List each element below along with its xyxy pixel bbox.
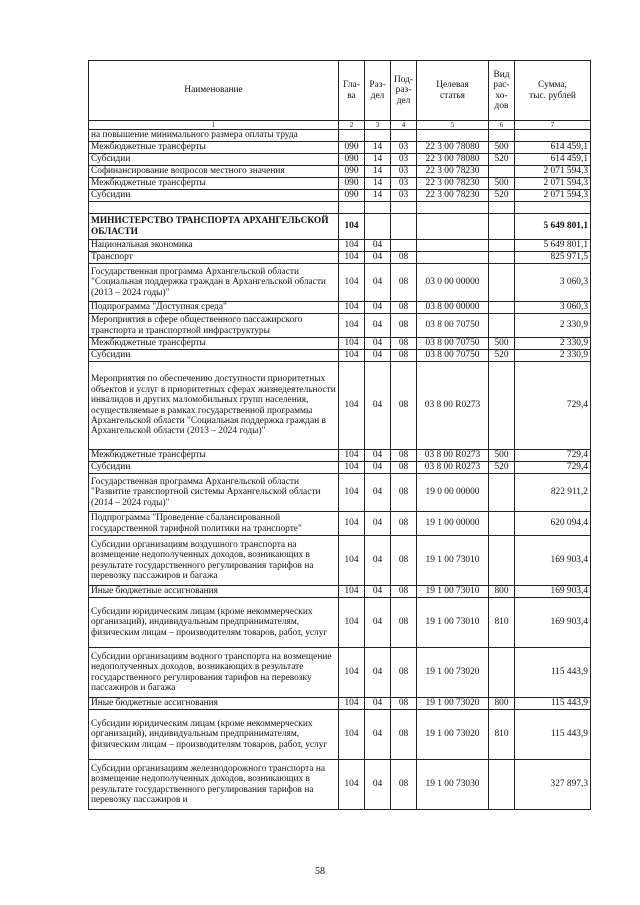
table-row [89, 166, 591, 178]
cell-tgt [417, 130, 489, 142]
cell-vr: 500 [489, 338, 515, 350]
cell-sub: 08 [391, 474, 417, 512]
cell-sub: 03 [391, 154, 417, 166]
cell-sec: 04 [365, 598, 391, 648]
column-number: 4 [391, 121, 417, 130]
cell-sum: 825 971,5 [515, 252, 591, 264]
cell-name: Субсидии организациям водного транспорта на возмещение недополученных доходов, возникающих в результате государственного регулирования тарифов на перевозку пассажиров и багажа [89, 648, 339, 698]
cell-name: Межбюджетные трансферты [89, 450, 339, 462]
cell-sum: 729,4 [515, 462, 591, 474]
cell-vr: 520 [489, 350, 515, 362]
cell-sum [515, 202, 591, 214]
table-row [89, 698, 591, 710]
cell-sec: 04 [365, 314, 391, 338]
table-row [89, 214, 591, 240]
cell-name: Мероприятия по обеспечению доступности приоритетных объектов и услуг в приоритетных сферах жизнедеятельности инвалидов и других маломобильных групп населения, осуществляемые в рамках государственной программы Архангельской области "Социальная поддержка граждан в Архангельской области (2013 – 2024 годы)" [89, 362, 339, 450]
cell-ch: 104 [339, 586, 365, 598]
cell-name: Субсидии организациям воздушного транспорта на возмещение недополученных доходов, возникающих в результате государственного регулирования тарифов на перевозку пассажиров и багажа [89, 536, 339, 586]
cell-sub: 08 [391, 710, 417, 760]
header-expense-type: Вид рас- хо- дов [489, 61, 515, 121]
table-row [89, 350, 591, 362]
cell-vr [489, 512, 515, 536]
cell-sec [365, 202, 391, 214]
table-row [89, 462, 591, 474]
cell-sub: 08 [391, 536, 417, 586]
column-number: 3 [365, 121, 391, 130]
cell-ch: 090 [339, 154, 365, 166]
cell-vr [489, 314, 515, 338]
table-row [89, 264, 591, 302]
header-subsection: Под- раз- дел [391, 61, 417, 121]
column-number: 7 [515, 121, 591, 130]
cell-ch: 090 [339, 142, 365, 154]
cell-sum: 115 443,9 [515, 698, 591, 710]
cell-name: Транспорт [89, 252, 339, 264]
cell-vr: 520 [489, 154, 515, 166]
cell-tgt: 03 8 00 70750 [417, 338, 489, 350]
column-number: 5 [417, 121, 489, 130]
cell-vr [489, 760, 515, 810]
cell-sub: 08 [391, 450, 417, 462]
cell-sum: 2 071 594,3 [515, 190, 591, 202]
cell-sub: 08 [391, 338, 417, 350]
header-target: Целевая статья [417, 61, 489, 121]
cell-sec: 04 [365, 710, 391, 760]
cell-ch: 104 [339, 648, 365, 698]
cell-name: Мероприятия в сфере общественного пассажирского транспорта и транспортной инфраструктуры [89, 314, 339, 338]
cell-vr [489, 264, 515, 302]
cell-sec: 04 [365, 240, 391, 252]
cell-tgt: 22 3 00 78230 [417, 178, 489, 190]
cell-sub: 08 [391, 698, 417, 710]
cell-sum: 5 649 801,1 [515, 214, 591, 240]
cell-tgt: 19 1 00 73010 [417, 598, 489, 648]
cell-sec: 04 [365, 760, 391, 810]
table-row [89, 190, 591, 202]
cell-name: Субсидии юридическим лицам (кроме некоммерческих организаций), индивидуальным предпринимателям, физическим лицам – производителям товаров, работ, услуг [89, 710, 339, 760]
cell-tgt: 19 0 00 00000 [417, 474, 489, 512]
cell-sub: 08 [391, 760, 417, 810]
cell-sum: 729,4 [515, 362, 591, 450]
cell-sum: 620 094,4 [515, 512, 591, 536]
cell-ch: 104 [339, 264, 365, 302]
cell-sec: 04 [365, 698, 391, 710]
cell-name: Субсидии [89, 350, 339, 362]
cell-sec: 14 [365, 178, 391, 190]
cell-name: Субсидии организациям железнодорожного транспорта на возмещение недополученных доходов, возникающих в результате государственного регулирования тарифов на перевозку пассажиров и [89, 760, 339, 810]
table-row [89, 338, 591, 350]
cell-sum: 2 071 594,3 [515, 178, 591, 190]
cell-tgt: 22 3 00 78080 [417, 142, 489, 154]
cell-ch: 104 [339, 598, 365, 648]
cell-sec: 04 [365, 362, 391, 450]
column-number: 2 [339, 121, 365, 130]
cell-ch: 104 [339, 450, 365, 462]
cell-ch: 104 [339, 240, 365, 252]
cell-vr: 810 [489, 598, 515, 648]
cell-sub: 08 [391, 362, 417, 450]
cell-sec: 04 [365, 586, 391, 598]
cell-vr: 500 [489, 142, 515, 154]
cell-sec [365, 214, 391, 240]
table-row [89, 240, 591, 252]
cell-tgt [417, 252, 489, 264]
cell-sum: 169 903,4 [515, 598, 591, 648]
cell-vr [489, 362, 515, 450]
cell-sum: 2 330,9 [515, 338, 591, 350]
cell-name: Софинансирование вопросов местного значения [89, 166, 339, 178]
cell-name: Субсидии юридическим лицам (кроме некоммерческих организаций), индивидуальным предпринимателям, физическим лицам – производителям товаров, работ, услуг [89, 598, 339, 648]
cell-tgt: 19 1 00 00000 [417, 512, 489, 536]
cell-tgt [417, 202, 489, 214]
cell-sub: 03 [391, 190, 417, 202]
table-row [89, 178, 591, 190]
cell-sub: 08 [391, 648, 417, 698]
cell-tgt: 19 1 00 73030 [417, 760, 489, 810]
cell-sub: 08 [391, 598, 417, 648]
table-row [89, 450, 591, 462]
cell-vr [489, 214, 515, 240]
cell-tgt: 19 1 00 73010 [417, 536, 489, 586]
cell-tgt [417, 240, 489, 252]
cell-name: Субсидии [89, 190, 339, 202]
cell-sum: 5 649 801,1 [515, 240, 591, 252]
cell-tgt: 03 8 00 00000 [417, 302, 489, 314]
cell-tgt: 19 1 00 73010 [417, 586, 489, 598]
cell-sec: 04 [365, 350, 391, 362]
cell-sub: 08 [391, 512, 417, 536]
table-row [89, 314, 591, 338]
cell-sec: 04 [365, 648, 391, 698]
cell-sum: 3 060,3 [515, 264, 591, 302]
cell-ch: 104 [339, 462, 365, 474]
cell-sec: 14 [365, 190, 391, 202]
cell-ch: 104 [339, 350, 365, 362]
cell-sec: 04 [365, 462, 391, 474]
cell-vr [489, 474, 515, 512]
cell-name: Государственная программа Архангельской области "Социальная поддержка граждан в Архангельской области (2013 – 2024 годы)" [89, 264, 339, 302]
table-row [89, 586, 591, 598]
cell-sec: 04 [365, 512, 391, 536]
cell-name: Межбюджетные трансферты [89, 142, 339, 154]
cell-name: Подпрограмма "Проведение сбалансированной государственной тарифной политики на транспорте" [89, 512, 339, 536]
cell-name: на повышение минимального размера оплаты труда [89, 130, 339, 142]
cell-ch: 104 [339, 512, 365, 536]
cell-vr: 800 [489, 586, 515, 598]
cell-sum: 2 071 594,3 [515, 166, 591, 178]
cell-vr: 500 [489, 178, 515, 190]
cell-sub [391, 130, 417, 142]
cell-vr: 810 [489, 710, 515, 760]
cell-sec: 04 [365, 338, 391, 350]
cell-name: Субсидии [89, 462, 339, 474]
cell-vr: 520 [489, 462, 515, 474]
cell-sub: 08 [391, 462, 417, 474]
cell-vr: 520 [489, 190, 515, 202]
column-number-row [89, 121, 591, 130]
cell-ch: 104 [339, 314, 365, 338]
cell-name: Субсидии [89, 154, 339, 166]
cell-tgt: 22 3 00 78230 [417, 166, 489, 178]
cell-sum: 614 459,1 [515, 154, 591, 166]
cell-tgt: 03 8 00 70750 [417, 350, 489, 362]
table-row [89, 474, 591, 512]
cell-tgt: 19 1 00 73020 [417, 648, 489, 698]
cell-name: МИНИСТЕРСТВО ТРАНСПОРТА АРХАНГЕЛЬСКОЙ ОБЛАСТИ [89, 214, 339, 240]
cell-sum: 169 903,4 [515, 536, 591, 586]
cell-sum: 3 060,3 [515, 302, 591, 314]
cell-ch: 090 [339, 166, 365, 178]
header-sum: Сумма, тыс. рублей [515, 61, 591, 121]
cell-ch: 104 [339, 338, 365, 350]
cell-ch: 104 [339, 474, 365, 512]
cell-tgt [417, 214, 489, 240]
table-row [89, 302, 591, 314]
cell-vr [489, 648, 515, 698]
cell-tgt: 22 3 00 78230 [417, 190, 489, 202]
cell-sec: 04 [365, 536, 391, 586]
cell-tgt: 03 0 00 00000 [417, 264, 489, 302]
cell-sec: 04 [365, 450, 391, 462]
cell-ch: 104 [339, 710, 365, 760]
cell-ch: 104 [339, 536, 365, 586]
cell-sum: 115 443,9 [515, 648, 591, 698]
cell-vr [489, 536, 515, 586]
cell-vr [489, 240, 515, 252]
cell-name: Иные бюджетные ассигнования [89, 698, 339, 710]
cell-tgt: 03 8 00 R0273 [417, 362, 489, 450]
cell-name: Государственная программа Архангельской области "Развитие транспортной системы Архангельской области (2014 – 2024 годы)" [89, 474, 339, 512]
cell-ch: 104 [339, 252, 365, 264]
header-section: Раз- дел [365, 61, 391, 121]
cell-sub: 03 [391, 178, 417, 190]
cell-sub: 08 [391, 586, 417, 598]
cell-name: Межбюджетные трансферты [89, 178, 339, 190]
cell-tgt: 03 8 00 70750 [417, 314, 489, 338]
table-row [89, 202, 591, 214]
table-row [89, 648, 591, 698]
cell-sub: 08 [391, 264, 417, 302]
header-chapter: Гла- ва [339, 61, 365, 121]
cell-tgt: 03 8 00 R0273 [417, 462, 489, 474]
cell-sum: 2 330,9 [515, 350, 591, 362]
cell-name: Иные бюджетные ассигнования [89, 586, 339, 598]
cell-sec: 04 [365, 264, 391, 302]
cell-ch: 104 [339, 302, 365, 314]
cell-tgt: 19 1 00 73020 [417, 698, 489, 710]
table-row [89, 536, 591, 586]
cell-tgt: 22 3 00 78080 [417, 154, 489, 166]
cell-name: Национальная экономика [89, 240, 339, 252]
cell-ch: 090 [339, 178, 365, 190]
cell-vr [489, 302, 515, 314]
cell-vr: 800 [489, 698, 515, 710]
table-row [89, 760, 591, 810]
table-row [89, 154, 591, 166]
cell-ch: 090 [339, 190, 365, 202]
header-name: Наименование [89, 61, 339, 121]
table-header-row [89, 61, 591, 121]
cell-sec: 14 [365, 142, 391, 154]
cell-sum: 2 330,9 [515, 314, 591, 338]
cell-ch [339, 130, 365, 142]
cell-vr [489, 252, 515, 264]
cell-sub [391, 202, 417, 214]
cell-sum: 614 459,1 [515, 142, 591, 154]
page-number: 58 [315, 866, 325, 877]
cell-sum [515, 130, 591, 142]
cell-sub: 03 [391, 166, 417, 178]
cell-sec: 04 [365, 252, 391, 264]
cell-tgt: 03 8 00 R0273 [417, 450, 489, 462]
cell-vr [489, 130, 515, 142]
cell-ch [339, 202, 365, 214]
cell-sec: 04 [365, 302, 391, 314]
cell-ch: 104 [339, 214, 365, 240]
cell-sec: 04 [365, 474, 391, 512]
cell-sum: 169 903,4 [515, 586, 591, 598]
cell-vr [489, 166, 515, 178]
cell-sub: 08 [391, 314, 417, 338]
cell-sub [391, 240, 417, 252]
budget-table [88, 60, 591, 810]
table-row [89, 130, 591, 142]
cell-ch: 104 [339, 698, 365, 710]
cell-vr [489, 202, 515, 214]
table-row [89, 252, 591, 264]
table-row [89, 710, 591, 760]
cell-sum: 115 443,9 [515, 710, 591, 760]
cell-sum: 822 911,2 [515, 474, 591, 512]
cell-sec [365, 130, 391, 142]
column-number: 1 [89, 121, 339, 130]
cell-tgt: 19 1 00 73020 [417, 710, 489, 760]
cell-sec: 14 [365, 154, 391, 166]
table-row [89, 362, 591, 450]
table-row [89, 142, 591, 154]
cell-name: Межбюджетные трансферты [89, 338, 339, 350]
cell-sub: 08 [391, 302, 417, 314]
cell-vr: 500 [489, 450, 515, 462]
cell-sec: 14 [365, 166, 391, 178]
table-row [89, 512, 591, 536]
table-row [89, 598, 591, 648]
cell-name: Подпрограмма "Доступная среда" [89, 302, 339, 314]
cell-sub: 03 [391, 142, 417, 154]
cell-ch: 104 [339, 362, 365, 450]
cell-sum: 729,4 [515, 450, 591, 462]
cell-sub [391, 214, 417, 240]
cell-sum: 327 897,3 [515, 760, 591, 810]
cell-sub: 08 [391, 252, 417, 264]
column-number: 6 [489, 121, 515, 130]
cell-ch: 104 [339, 760, 365, 810]
cell-name [89, 202, 339, 214]
cell-sub: 08 [391, 350, 417, 362]
